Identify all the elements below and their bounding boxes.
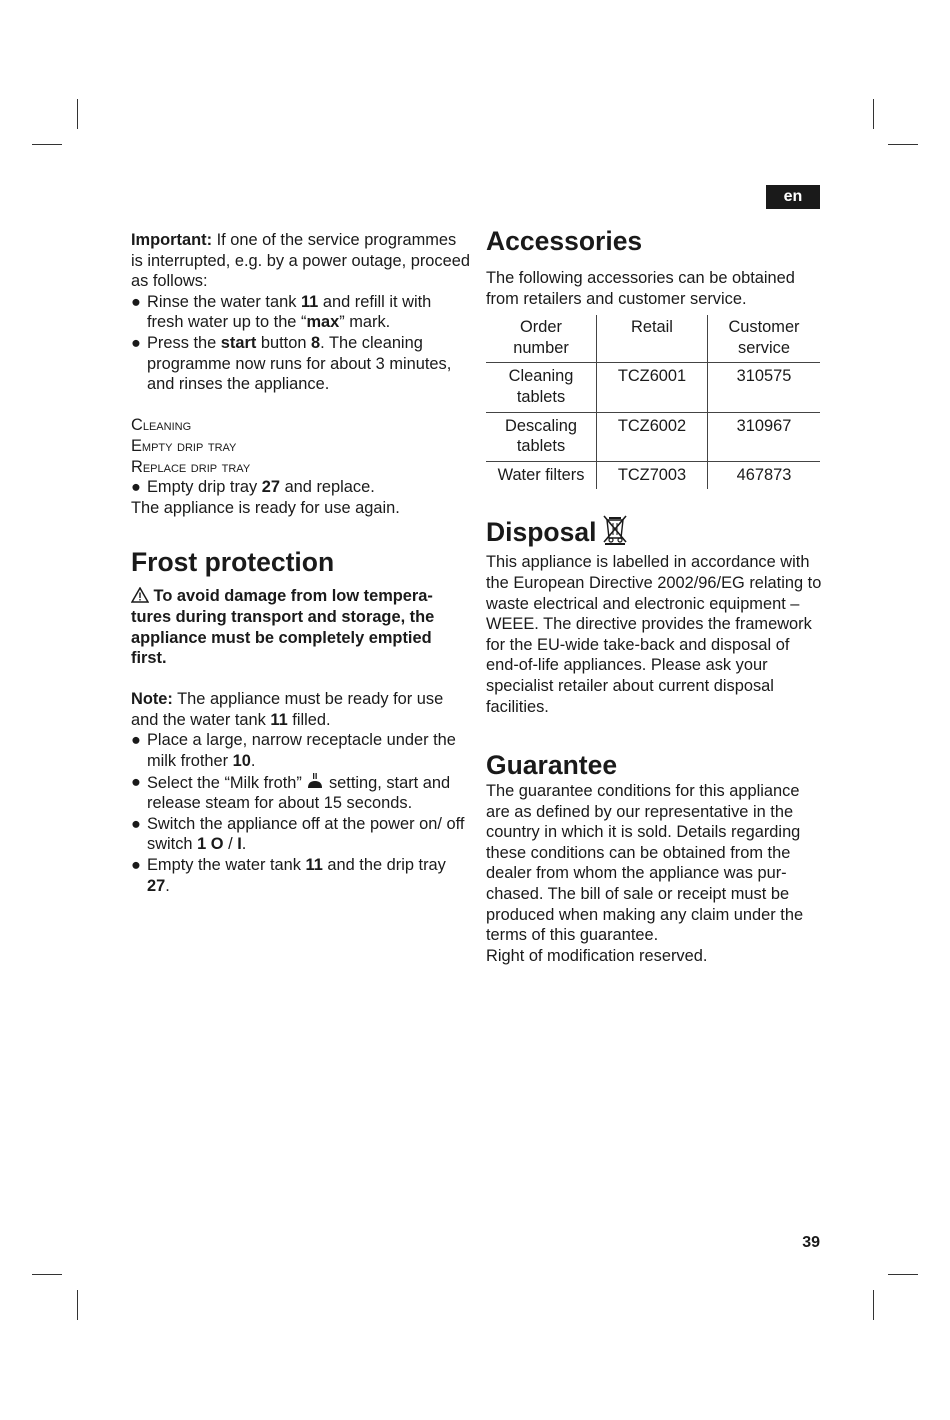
- column-header: Customer service: [708, 315, 821, 363]
- frost-warning: To avoid damage from low tempera-tures during transport and storage, the appliance must be completely emptied first.: [131, 587, 435, 668]
- warning-icon: [131, 587, 149, 603]
- table-row: Cleaning tablets TCZ6001 310575: [486, 363, 820, 412]
- list-item: ● Rinse the water tank 11 and refill it with fresh water up to the “max” mark.: [131, 292, 432, 332]
- ready-text: The appliance is ready for use again.: [131, 498, 400, 517]
- crop-mark: [77, 1290, 78, 1320]
- right-column: [486, 225, 822, 966]
- accessories-heading: Accessories: [486, 226, 643, 256]
- list-item: ● Select the “Milk froth” setting, start and release steam for about 15 seconds.: [131, 772, 451, 813]
- list-item: ● Press the start button 8. The cleaning programme now runs for about 3 minutes, and rinses the appliance.: [131, 333, 452, 394]
- note-paragraph: Note: The appliance must be ready for use and the water tank 11 filled.: [131, 690, 444, 729]
- crop-mark: [873, 99, 874, 129]
- accessories-table: [486, 315, 820, 489]
- left-column: [131, 230, 471, 896]
- accessories-intro: The following accessories can be obtained from retailers and customer service.: [486, 269, 795, 308]
- crop-mark: [888, 1274, 918, 1275]
- table-header-row: [486, 315, 820, 363]
- menu-step-cleaning: Cleaning: [131, 416, 192, 435]
- frost-protection-heading: Frost protection: [131, 547, 335, 578]
- menu-step-empty-drip-tray: Empty drip tray: [131, 436, 237, 455]
- disposal-heading: Disposal: [486, 513, 822, 548]
- list-item: ● Place a large, narrow receptacle under the milk frother 10.: [131, 731, 456, 771]
- crop-mark: [873, 1290, 874, 1320]
- table-row: Descaling tablets TCZ6002 310967: [486, 412, 820, 461]
- weee-crossed-bin-icon: [600, 513, 630, 545]
- crop-mark: [77, 99, 78, 129]
- list-item: ● Empty the water tank 11 and the drip tray 27.: [131, 856, 446, 895]
- crop-mark: [32, 144, 62, 145]
- crop-mark: [888, 144, 918, 145]
- table-row: Water filters TCZ7003 467873: [486, 461, 820, 489]
- menu-step-replace-drip-tray: Replace drip tray: [131, 457, 251, 476]
- milk-froth-icon: [306, 772, 324, 790]
- language-tag: en: [766, 185, 820, 209]
- page-number: 39: [802, 1234, 820, 1251]
- crop-mark: [32, 1274, 62, 1275]
- important-paragraph: Important: If one of the service programmes is interrupted, e.g. by a power outage, proceed as follows:: [131, 231, 470, 291]
- list-item: ● Switch the appliance off at the power on/ off switch 1 O / I.: [131, 814, 465, 854]
- list-item: ● Empty drip tray 27 and replace.: [131, 478, 375, 497]
- guarantee-text: The guarantee conditions for this appliance are as defined by our representative in the country in which it is sold. Details regarding these conditions can be obtained from the dealer from whom the appliance was pur-chased. The bill of sale or receipt must be produced when making any claim under the terms of this guarantee.: [486, 782, 804, 945]
- guarantee-heading: Guarantee: [486, 750, 618, 781]
- column-header: Order number: [486, 315, 597, 363]
- disposal-text: This appliance is labelled in accordance with the European Directive 2002/96/EG relating to waste electrical and electronic equipment – WEEE. The directive provides the framework for the EU-wide take-back and disposal of end-of-life appliances. Please ask your specialist retailer about current disposal facilities.: [486, 553, 822, 716]
- modification-note: Right of modification reserved.: [486, 946, 708, 965]
- column-header: Retail: [597, 315, 708, 363]
